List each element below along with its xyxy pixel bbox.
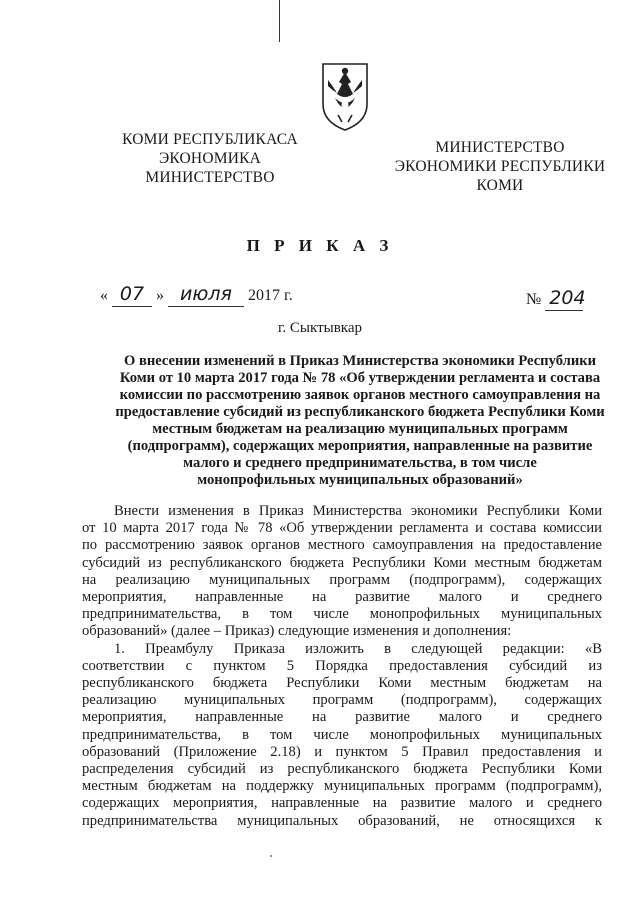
- body-line: предпринимательства, в том числе монопрофильных муниципальных: [82, 606, 602, 623]
- body-line: по рассмотрению заявок органов местного самоуправления на предоставление: [82, 537, 602, 554]
- subject-line: предоставление субсидий из республиканского бюджета Республики Коми: [115, 404, 605, 420]
- body-line: образований (Приложение 2.18) и пунктом 5 Правил предоставления и: [82, 743, 602, 760]
- order-date: [100, 283, 293, 307]
- scan-mark: [279, 0, 280, 42]
- subject-line: комиссии по рассмотрению заявок органов местного самоуправления на: [119, 387, 601, 403]
- header-right-line: ЭКОНОМИКИ РЕСПУБЛИКИ: [394, 158, 606, 175]
- body-line: 1. Преамбулу Приказа изложить в следующей редакции: «В: [114, 640, 602, 657]
- order-subject: [100, 353, 620, 489]
- subject-line: малого и среднего предпринимательства, в том числе: [183, 455, 537, 471]
- header-left-ministry-komi: [110, 130, 310, 187]
- header-right-line: КОМИ: [476, 177, 524, 194]
- body-line: республиканского бюджета Республики Коми местным бюджетам на: [82, 675, 602, 692]
- date-quote-close: »: [156, 287, 164, 304]
- header-right-ministry-russian: [390, 138, 610, 195]
- body-line: местным бюджетам на поддержку муниципальных программ (подпрограмм),: [82, 778, 602, 795]
- date-month-handwritten: июля: [168, 283, 244, 307]
- date-quote-open: «: [100, 287, 108, 304]
- body-line: соответствии с пунктом 5 Порядка предоставления субсидий из: [82, 657, 602, 674]
- number-handwritten: 204: [545, 287, 583, 311]
- body-line: образований» (далее – Приказ) следующие изменения и дополнения:: [82, 623, 512, 640]
- order-title: П Р И К А З: [246, 236, 394, 255]
- body-line: предпринимательства муниципальных образований, не относящихся к: [82, 812, 602, 829]
- number-label: №: [526, 291, 542, 308]
- header-right-line: МИНИСТЕРСТВО: [435, 139, 565, 156]
- city: г. Сыктывкар: [277, 320, 363, 336]
- subject-line: Коми от 10 марта 2017 года № 78 «Об утверждении регламента и состава: [119, 370, 601, 386]
- header-left-line: КОМИ РЕСПУБЛИКАСА: [122, 131, 298, 148]
- body-line: распределения субсидий из республиканского бюджета Республики Коми: [82, 761, 602, 778]
- date-year: 2017 г.: [248, 287, 293, 304]
- body-line: субсидий из республиканского бюджета Республики Коми местным бюджетам: [82, 554, 602, 571]
- body-line: Внести изменения в Приказ Министерства экономики Республики Коми: [114, 503, 602, 519]
- subject-line: местным бюджетам на реализацию муниципальных программ: [152, 421, 568, 437]
- body-line: на реализацию муниципальных программ (подпрограмм), содержащих: [82, 571, 602, 588]
- scan-speck: [270, 855, 272, 857]
- body-line: предпринимательства, в том числе монопрофильных муниципальных: [82, 726, 602, 743]
- body-line: мероприятия, направленные на развитие малого и среднего: [82, 589, 602, 606]
- coat-of-arms-icon: [320, 60, 370, 132]
- subject-line: (подпрограмм), содержащих мероприятия, направленные на развитие: [127, 438, 593, 454]
- body-line: реализацию муниципальных программ (подпрограмм), содержащих: [82, 692, 602, 709]
- body-line: содержащих мероприятия, направленные на развитие малого и среднего: [82, 795, 602, 812]
- order-number: [526, 287, 586, 311]
- date-day-handwritten: 07: [112, 283, 152, 307]
- body-line: от 10 марта 2017 года № 78 «Об утверждении регламента и состава комиссии: [82, 520, 602, 537]
- order-body: [82, 503, 602, 830]
- header-left-line: МИНИСТЕРСТВО: [145, 169, 275, 186]
- header-left-line: ЭКОНОМИКА: [158, 150, 262, 167]
- body-line: мероприятия, направленные на развитие малого и среднего: [82, 709, 602, 726]
- subject-line: О внесении изменений в Приказ Министерства экономики Республики: [123, 353, 597, 369]
- subject-line: монопрофильных муниципальных образований»: [197, 472, 523, 488]
